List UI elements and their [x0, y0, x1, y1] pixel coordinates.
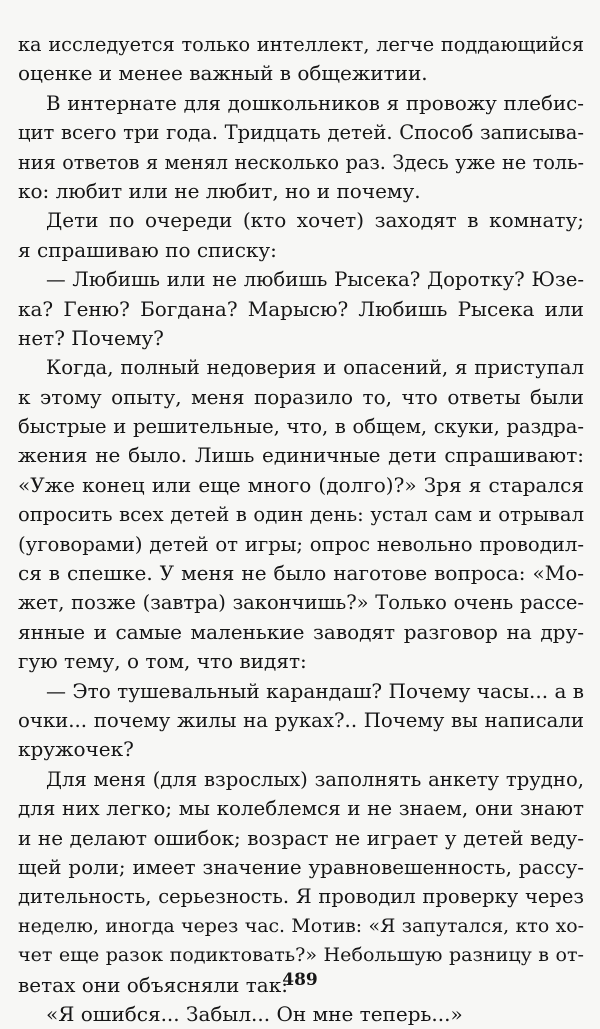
- text-line: «Уже конец или еще много (долго)?» Зря я старался: [18, 472, 584, 497]
- text-line: к этому опыту, меня поразило то, что ответы были: [18, 384, 584, 409]
- text-line: чет еще разок подиктовать?» Небольшую разницу в от-: [18, 944, 584, 967]
- text-line: быстрые и решительные, что, в общем, скуки, раздра-: [18, 415, 584, 439]
- text-line: очки... почему жилы на руках?.. Почему вы написали: [18, 708, 584, 732]
- body-text: [18, 30, 584, 1029]
- paragraph-8: [18, 1000, 584, 1029]
- text-line: нет? Почему?: [18, 325, 164, 350]
- text-line: Когда, полный недоверия и опасений, я приступал: [46, 356, 584, 380]
- text-line: ся в спешке. У меня не было наготове вопроса: «Мо-: [18, 561, 584, 586]
- paragraph-3: [18, 206, 584, 265]
- text-line: ко: любит или не любит, но и почему.: [18, 178, 421, 203]
- page-number: 489: [282, 970, 318, 990]
- text-line: — Это тушевальный карандаш? Почему часы... а в: [46, 678, 584, 703]
- text-line: опросить всех детей в один день: устал сам и отрывал: [18, 503, 584, 527]
- text-line: ка? Геню? Богдана? Марысю? Любишь Рысека или: [18, 296, 584, 321]
- text-line: янные и самые маленькие заводят разговор на дру-: [18, 619, 584, 644]
- text-line: Дети по очереди (кто хочет) заходят в комнату;: [46, 208, 584, 233]
- text-line: ветах они объясняли так:: [18, 972, 288, 997]
- text-line: (уговорами) детей от игры; опрос невольно проводил-: [18, 532, 584, 556]
- text-line: кружочек?: [18, 737, 134, 762]
- text-line: оценке и менее важный в общежитии.: [18, 61, 428, 86]
- paragraph-6: [18, 677, 584, 765]
- text-line: ния ответов я менял несколько раз. Здесь уже не толь-: [18, 150, 584, 174]
- text-line: я спрашиваю по списку:: [18, 237, 277, 262]
- text-line: жет, позже (завтра) закончишь?» Только очень рассе-: [18, 591, 584, 615]
- text-line: щей роли; имеет значение уравновешенность, рассу-: [18, 855, 584, 879]
- paragraph-4: [18, 265, 584, 353]
- text-line: гую тему, о том, что видят:: [18, 649, 307, 674]
- paragraph-5: [18, 353, 584, 676]
- text-line: ка исследуется только интеллект, легче поддающийся: [18, 33, 584, 56]
- text-line: Для меня (для взрослых) заполнять анкету трудно,: [46, 767, 584, 791]
- text-line: и не делают ошибок; возраст не играет у детей веду-: [18, 825, 584, 850]
- paragraph-7: [18, 765, 584, 1000]
- paragraph-2: [18, 89, 584, 207]
- paragraph-1: [18, 30, 584, 89]
- text-line: жения не было. Лишь единичные дети спрашивают:: [18, 443, 584, 468]
- text-line: В интернате для дошкольников я провожу плебис-: [46, 91, 584, 115]
- text-line: неделю, иногда через час. Мотив: «Я запутался, кто хо-: [18, 914, 584, 937]
- text-line: для них легко; мы колеблемся и не знаем, они знают: [18, 797, 584, 821]
- text-line: дительность, серьезность. Я проводил проверку через: [18, 885, 584, 909]
- text-line: цит всего три года. Тридцать детей. Способ записыва-: [18, 121, 584, 145]
- text-line: «Я ошибся... Забыл... Он мне теперь...»: [46, 1001, 463, 1026]
- text-line: — Любишь или не любишь Рысека? Доротку? Юзе-: [46, 268, 584, 292]
